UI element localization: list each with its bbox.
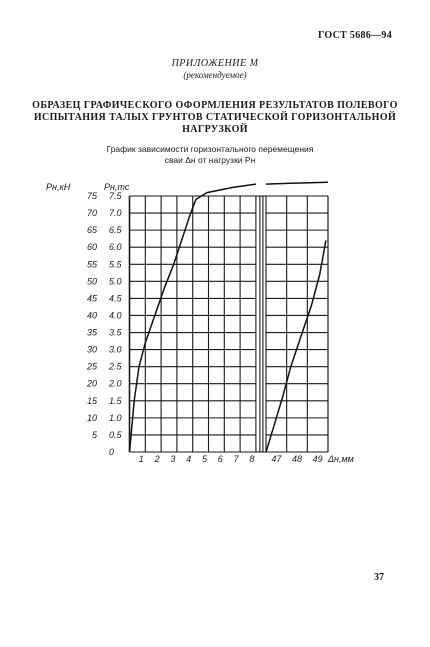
x-tick-label: 49 [312, 454, 323, 464]
caption-line-2: сваи Δн от нагрузки Рн [164, 155, 256, 165]
y-tick-label-kn: 65 [86, 225, 97, 236]
y-tick-label-kn: 10 [86, 412, 97, 423]
series-line-right [266, 240, 326, 452]
heading-line-2: ИСПЫТАНИЯ ТАЛЫХ ГРУНТОВ СТАТИЧЕСКОЙ ГОРИЗОНТАЛЬНОЙ [33, 112, 397, 123]
chart-series [130, 182, 329, 452]
y-tick-label-tc: 5.0 [109, 276, 122, 287]
y-tick-label-tc: 2.5 [109, 361, 122, 372]
y-tick-label-tc: 6.0 [109, 242, 122, 253]
x-tick-label: 8 [249, 454, 255, 464]
x-tick-label: 2 [154, 454, 160, 464]
x-tick-label: 1 [138, 454, 144, 464]
x-tick-label: 7 [233, 454, 239, 464]
y-tick-label-kn: 35 [86, 327, 97, 338]
y-tick-label-kn: 15 [86, 395, 97, 406]
x-tick-label: 5 [201, 454, 208, 464]
heading-line-1: ОБРАЗЕЦ ГРАФИЧЕСКОГО ОФОРМЛЕНИЯ РЕЗУЛЬТАТОВ ПОЛЕВОГО [32, 100, 398, 111]
y-tick-label-tc: 7.0 [109, 208, 122, 219]
x-tick-label: 4 [186, 454, 192, 464]
y-tick-label-kn: 45 [86, 293, 97, 304]
y-tick-label-kn: 20 [86, 378, 97, 389]
y-tick-label-tc: 7.5 [109, 191, 122, 201]
y-tick-label-kn: 40 [86, 310, 97, 321]
y-tick-label-kn: 50 [86, 276, 97, 287]
page-number: 37 [374, 572, 384, 583]
x-tick-label: 3 [170, 454, 176, 464]
series-line-right [266, 182, 328, 184]
y-tick-label-kn: 30 [86, 344, 97, 355]
y-tick-label-tc: 4.5 [109, 293, 122, 304]
chart-grid [130, 196, 329, 452]
y-tick-label-tc: 0 [109, 447, 115, 457]
appendix-note: (рекомендуемое) [183, 70, 247, 80]
y-tick-label-tc: 4.0 [109, 310, 122, 321]
heading-line-3: НАГРУЗКОЙ [182, 124, 248, 135]
y-tick-label-tc: 6.5 [109, 225, 122, 236]
y-tick-label-tc: 0.5 [109, 429, 122, 440]
y-tick-label-kn: 5 [91, 429, 97, 440]
y-tick-label-tc: 3.5 [109, 327, 122, 338]
y-axis-title-tc: Рн,тс [104, 182, 130, 192]
standard-code: ГОСТ 5686—94 [317, 30, 392, 41]
x-tick-label: 6 [217, 454, 223, 464]
y-tick-label-kn: 70 [86, 208, 97, 219]
y-tick-label-tc: 2.0 [109, 378, 122, 389]
x-axis-title: Δн,мм [328, 454, 354, 464]
appendix-title: ПРИЛОЖЕНИЕ М [171, 58, 259, 69]
y-tick-label-tc: 3.0 [109, 344, 122, 355]
x-tick-label: 47 [271, 454, 282, 464]
y-tick-label-tc: 5.5 [109, 259, 122, 270]
x-tick-label: 48 [291, 454, 303, 464]
y-tick-label-kn: 75 [86, 191, 97, 201]
y-tick-label-kn: 55 [86, 259, 97, 270]
y-tick-label-kn: 25 [86, 361, 97, 372]
y-axis-title-kn: Рн,кН [46, 182, 71, 192]
y-tick-label-kn: 60 [86, 242, 97, 253]
y-tick-label-tc: 1.0 [109, 412, 122, 423]
caption-line-1: График зависимости горизонтального перемещения [106, 144, 314, 154]
y-tick-label-tc: 1.5 [109, 395, 122, 406]
